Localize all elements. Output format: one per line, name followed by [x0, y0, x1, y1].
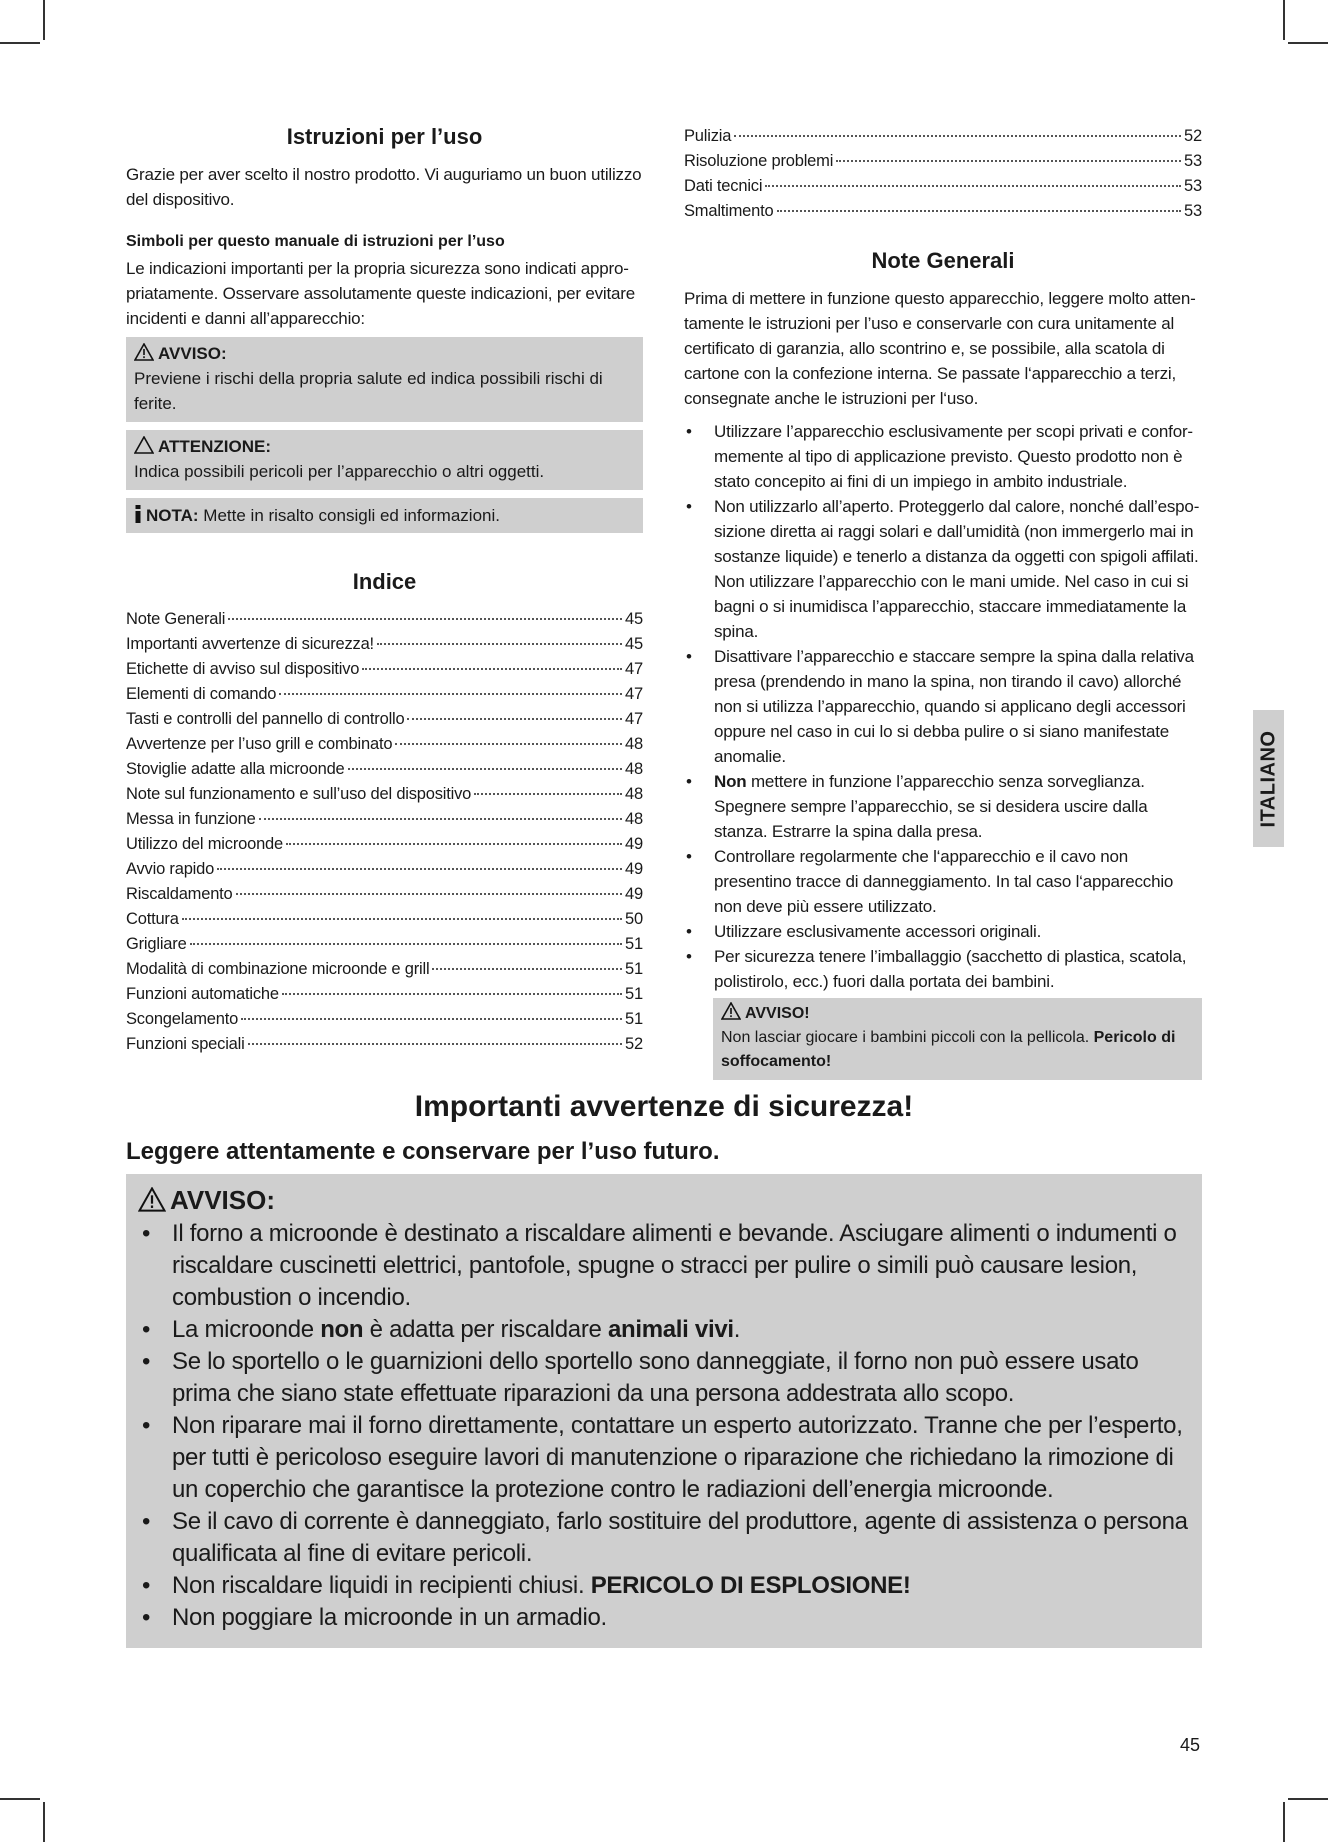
general-title: Note Generali — [871, 248, 1015, 273]
list-item: • Controllare regolarmente che l‘apparecchio e il cavo non presentino tracce di danneggiamento. In tal caso l‘apparecchio non deve più essere utilizzato. — [684, 844, 1202, 919]
dot-leader — [182, 918, 622, 920]
index-item-page: 49 — [625, 885, 643, 903]
list-item — [684, 769, 1202, 844]
index-item — [684, 124, 1202, 149]
list-item: • Non riparare mai il forno direttamente, contattare un esperto autorizzato. Tranne che per l’esperto, per tutti è pericoloso eseguire lavori di manutenzione o riparazione che richiedano la rimozione di un coperchio che garantisce la protezione contro le radiazioni dell’energia microonde. — [136, 1410, 1192, 1506]
index-item-label: Risoluzione problemi — [684, 152, 834, 170]
safety-subtitle: Leggere attentamente e conservare per l’uso futuro. — [126, 1138, 720, 1165]
index-item-page: 45 — [625, 610, 643, 628]
index-item-page: 51 — [625, 1010, 643, 1028]
bold-text: animali vivi — [607, 1316, 734, 1343]
list-item-text: . — [733, 1316, 741, 1343]
dot-leader — [474, 793, 622, 795]
intro-text: Grazie per aver scelto il nostro prodotto. Vi auguriamo un buon utilizzo del dispositivo. — [126, 165, 642, 209]
index-item — [684, 174, 1202, 199]
index-item-label: Cottura — [126, 910, 179, 928]
index-item-page: 51 — [625, 935, 643, 953]
dot-leader — [765, 185, 1181, 187]
index-item — [126, 732, 643, 757]
index-item-label: Riscaldamento — [126, 885, 233, 903]
index-item-label: Elementi di comando — [126, 685, 277, 703]
language-tab-label: ITALIANO — [1257, 730, 1279, 827]
index-list-continued — [684, 124, 1202, 224]
dot-leader — [279, 693, 622, 695]
safety-warning-box — [126, 1174, 1202, 1648]
dot-leader — [395, 743, 622, 745]
index-item — [126, 982, 643, 1007]
index-item-label: Note sul funzionamento e sull’uso del dispositivo — [126, 785, 472, 803]
index-item-page: 51 — [625, 985, 643, 1003]
left-column — [126, 124, 643, 1057]
dot-leader — [241, 1018, 622, 1020]
list-item-text: La microonde — [172, 1316, 321, 1343]
index-item — [126, 857, 643, 882]
dot-leader — [777, 210, 1182, 212]
crop-mark — [1288, 1798, 1328, 1800]
index-item — [684, 199, 1202, 224]
index-item-page: 48 — [625, 810, 643, 828]
attenzione-label: ATTENZIONE: — [158, 437, 272, 456]
index-item-page: 51 — [625, 960, 643, 978]
dot-leader — [836, 160, 1181, 162]
index-item-page: 53 — [1184, 177, 1202, 195]
list-item: • Se lo sportello o le guarnizioni dello sportello sono danneggiate, il forno non può essere usato prima che siano state effettuate riparazioni da una persona addestrata allo scopo. — [136, 1346, 1192, 1410]
index-item-label: Pulizia — [684, 127, 732, 145]
index-title: Indice — [352, 569, 417, 594]
dot-leader — [377, 643, 622, 645]
dot-leader — [362, 668, 622, 670]
dot-leader — [432, 968, 622, 970]
index-item-label: Dati tecnici — [684, 177, 763, 195]
symbols-text: Le indicazioni importanti per la propria sicurezza sono indicati appropriatamente. Osservare assolutamente queste indicazioni, per evitare incidenti e danni all’apparecchio: — [126, 259, 635, 328]
crop-mark — [0, 1798, 40, 1800]
crop-mark — [1288, 42, 1328, 44]
bold-text: PERICOLO DI ESPLOSIONE! — [590, 1572, 911, 1599]
index-item-page: 45 — [625, 635, 643, 653]
list-item: • Disattivare l’apparecchio e staccare sempre la spina dalla relativa presa (prendendo in mano la spina, non tirando il cavo) allorché non si utilizza l’apparecchio, quando si applicano degli accessori oppure nel caso in cui lo si debba pulire o si siano manifestate anomalie. — [684, 644, 1202, 769]
intro-title: Istruzioni per l’uso — [286, 124, 483, 149]
index-item-page: 52 — [1184, 127, 1202, 145]
attenzione-box — [126, 430, 643, 490]
crop-mark — [1283, 1802, 1285, 1842]
index-item — [126, 1007, 643, 1032]
general-bullets — [684, 419, 1202, 994]
index-item-label: Funzioni speciali — [126, 1035, 245, 1053]
dot-leader — [286, 843, 622, 845]
avviso-film-label: AVVISO! — [745, 1005, 810, 1022]
index-item-label: Smaltimento — [684, 202, 774, 220]
index-item-page: 53 — [1184, 152, 1202, 170]
index-item-label: Tasti e controlli del pannello di controllo — [126, 710, 405, 728]
attenzione-title — [134, 434, 635, 459]
avviso-box — [126, 337, 643, 422]
avviso-title — [134, 341, 635, 366]
avviso-text: Previene i rischi della propria salute ed indica possibili rischi di ferite. — [134, 369, 603, 413]
safety-bullets — [136, 1218, 1192, 1634]
crop-mark — [1283, 0, 1285, 40]
index-item — [126, 707, 643, 732]
index-item-label: Utilizzo del microonde — [126, 835, 283, 853]
safety-warning-title — [136, 1182, 1192, 1218]
index-item — [126, 907, 643, 932]
index-item — [126, 807, 643, 832]
page-number: 45 — [1180, 1735, 1201, 1755]
index-item-page: 50 — [625, 910, 643, 928]
index-item-page: 47 — [625, 685, 643, 703]
safety-title: Importanti avvertenze di sicurezza! — [414, 1090, 914, 1123]
index-item-label: Scongelamento — [126, 1010, 239, 1028]
index-item — [126, 882, 643, 907]
list-item: • Il forno a microonde è destinato a riscaldare alimenti e bevande. Asciugare alimenti o indumenti o riscaldare cuscinetti elettrici, pantofole, spugne o stracci per pulire o simili può causare lesion, combustion o incendio. — [136, 1218, 1192, 1314]
list-item — [136, 1314, 1192, 1346]
avviso-film-box — [713, 998, 1202, 1080]
warning-triangle-icon — [138, 1187, 166, 1212]
info-icon — [134, 505, 142, 523]
index-item — [126, 682, 643, 707]
list-item: • Per sicurezza tenere l’imballaggio (sacchetto di plastica, scatola, polistirolo, ecc.) fuori dalla portata dei bambini. — [684, 944, 1202, 994]
language-tab — [1253, 710, 1284, 847]
index-item-label: Avvio rapido — [126, 860, 215, 878]
crop-mark — [43, 0, 45, 40]
index-list — [126, 607, 643, 1057]
index-item — [126, 782, 643, 807]
nota-text: Mette in risalto consigli ed informazioni. — [203, 506, 500, 525]
index-item-page: 47 — [625, 660, 643, 678]
dot-leader — [190, 943, 622, 945]
symbols-heading: Simboli per questo manuale di istruzioni per l’uso — [126, 233, 505, 250]
index-item-page: 49 — [625, 860, 643, 878]
safety-warning-label: AVVISO: — [170, 1185, 275, 1215]
dot-leader — [236, 893, 623, 895]
index-item — [126, 632, 643, 657]
index-item-label: Importanti avvertenze di sicurezza! — [126, 635, 374, 653]
general-text: Prima di mettere in funzione questo apparecchio, leggere molto attentamente le istruzioni per l’uso e conservarle con cura unitamente al certificato di garanzia, allo scontrino e, se possibile, alla scatola di cartone con la confezione interna. Se passate l‘apparecchio a terzi, consegnate anche le istruzioni per l‘uso. — [684, 289, 1196, 408]
list-item: • Non utilizzarlo all’aperto. Proteggerlo dal calore, nonché dall’esposizione diretta ai raggi solari e dall’umidità (non immergerlo mai in sostanze liquide) e tenerlo a distanza da oggetti con spigoli affilati. Non utilizzare l’apparecchio con le mani umide. Nel caso in cui si bagni o si inumidisca l’apparecchio, staccare immediatamente la spina. — [684, 494, 1202, 644]
index-item-label: Note Generali — [126, 610, 226, 628]
crop-mark — [0, 42, 40, 44]
avviso-film-body: Non lasciar giocare i bambini piccoli con la pellicola. — [721, 1029, 1094, 1046]
index-item — [684, 149, 1202, 174]
list-item: • Utilizzare esclusivamente accessori originali. — [684, 919, 1202, 944]
right-column — [684, 124, 1202, 1080]
dot-leader — [407, 718, 622, 720]
attenzione-text: Indica possibili pericoli per l’apparecchio o altri oggetti. — [134, 462, 545, 481]
list-item-text: Non riscaldare liquidi in recipienti chiusi. — [172, 1572, 591, 1599]
dot-leader — [248, 1043, 622, 1045]
index-item-label: Grigliare — [126, 935, 187, 953]
index-item — [126, 657, 643, 682]
list-item-text: mettere in funzione l’apparecchio senza sorveglianza. Spegnere sempre l’apparecchio, se si desidera uscire dalla stanza. Estrarre la spina dalla presa. — [714, 772, 1148, 841]
avviso-film-text — [721, 1026, 1194, 1074]
index-item-page: 52 — [625, 1035, 643, 1053]
index-item — [126, 607, 643, 632]
list-item — [136, 1570, 1192, 1602]
avviso-film-title — [721, 1002, 1194, 1026]
index-item-label: Avvertenze per l’uso grill e combinato — [126, 735, 393, 753]
index-item-label: Messa in funzione — [126, 810, 256, 828]
index-item-page: 48 — [625, 785, 643, 803]
avviso-film-bold: Pericolo di soffocamento! — [721, 1029, 1176, 1070]
nota-box — [126, 498, 643, 533]
warning-triangle-icon — [134, 343, 154, 361]
index-item-label: Etichette di avviso sul dispositivo — [126, 660, 360, 678]
index-item — [126, 1032, 643, 1057]
crop-mark — [43, 1802, 45, 1842]
list-item-text: è adatta per riscaldare — [363, 1316, 608, 1343]
caution-triangle-icon — [134, 436, 154, 454]
dot-leader — [259, 818, 622, 820]
bold-text: Non — [714, 772, 747, 791]
list-item: • Se il cavo di corrente è danneggiato, farlo sostituire del produttore, agente di assistenza o persona qualificata al fine di evitare pericoli. — [136, 1506, 1192, 1570]
dot-leader — [282, 993, 622, 995]
index-item-page: 47 — [625, 710, 643, 728]
bold-text: non — [320, 1316, 364, 1343]
index-item-page: 53 — [1184, 202, 1202, 220]
avviso-label: AVVISO: — [158, 344, 227, 363]
index-item — [126, 757, 643, 782]
index-item-label: Stoviglie adatte alla microonde — [126, 760, 345, 778]
index-item — [126, 957, 643, 982]
index-item — [126, 932, 643, 957]
index-item-page: 48 — [625, 760, 643, 778]
warning-triangle-icon — [721, 1002, 741, 1020]
index-item-label: Funzioni automatiche — [126, 985, 279, 1003]
list-item: • Non poggiare la microonde in un armadio. — [136, 1602, 1192, 1634]
index-item-page: 48 — [625, 735, 643, 753]
index-item — [126, 832, 643, 857]
dot-leader — [217, 868, 622, 870]
dot-leader — [348, 768, 623, 770]
nota-label: NOTA: — [146, 506, 199, 525]
dot-leader — [734, 135, 1181, 137]
list-item: • Utilizzare l’apparecchio esclusivamente per scopi privati e conformemente al tipo di applicazione previsto. Questo prodotto non è stato concepito ai fini di un impiego in ambito industriale. — [684, 419, 1202, 494]
index-item-page: 49 — [625, 835, 643, 853]
dot-leader — [228, 618, 622, 620]
index-item-label: Modalità di combinazione microonde e grill — [126, 960, 430, 978]
